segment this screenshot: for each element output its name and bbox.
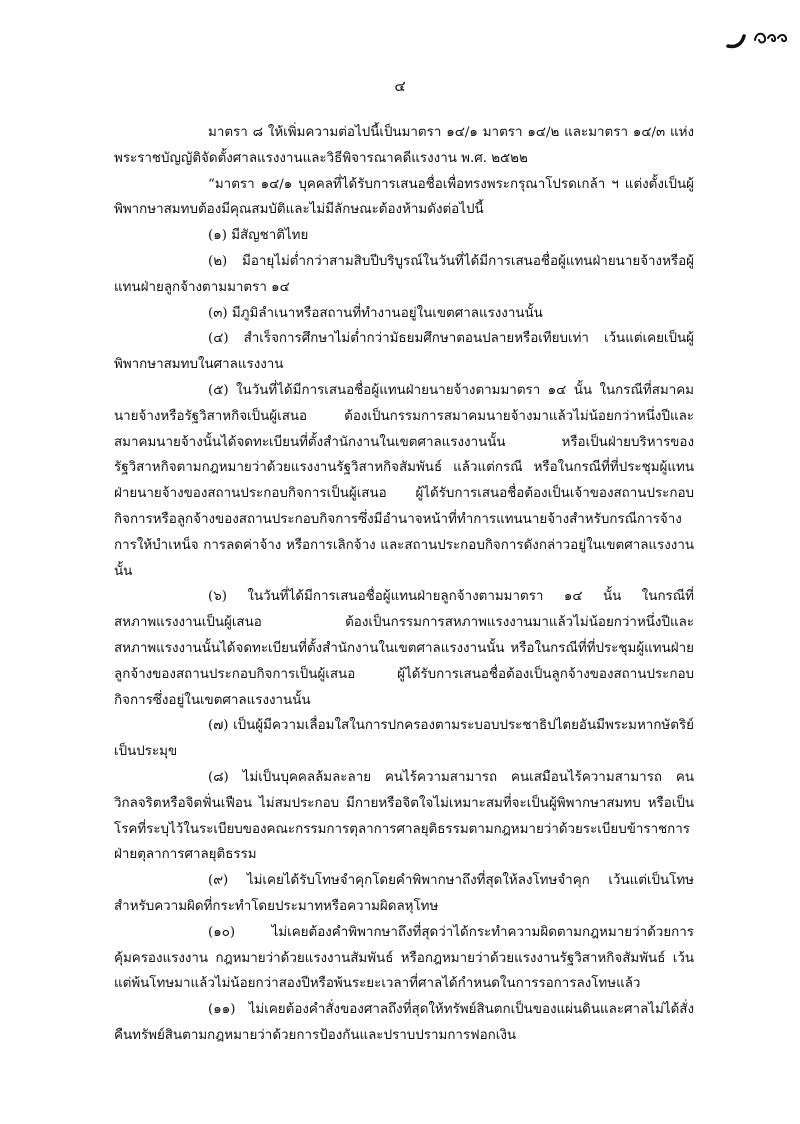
- paragraph-section-8: มาตรา ๘ ให้เพิ่มความต่อไปนี้เป็นมาตรา ๑๔/๑ มาตรา ๑๔/๒ และมาตรา ๑๔/๓ แห่งพระราชบัญญัติจัดตั้งศาลแรงงานและวิธีพิจารณาคดีแรงงาน พ.ศ. ๒๕๒๒: [114, 125, 694, 166]
- clause-1: (๑) มีสัญชาติไทย: [208, 228, 309, 244]
- body-text: [114, 120, 694, 1049]
- clause-5: (๕) ในวันที่ได้มีการเสนอชื่อผู้แทนฝ่ายนายจ้างตามมาตรา ๑๔ นั้น ในกรณีที่สมาคมนายจ้างหรือรัฐวิสาหกิจเป็นผู้เสนอ ต้องเป็นกรรมการสมาคมนายจ้างมาแล้วไม่น้อยกว่าหนึ่งปีและสมาคมนายจ้างนั้นได้จดทะเบียนที่ตั้งสำนักงานในเขตศาลแรงงานนั้น หรือเป็นฝ่ายบริหารของรัฐวิสาหกิจตามกฎหมายว่าด้วยแรงงานรัฐวิสาหกิจสัมพันธ์ แล้วแต่กรณี หรือในกรณีที่ที่ประชุมผู้แทนฝ่ายนายจ้างของสถานประกอบกิจการเป็นผู้เสนอ ผู้ได้รับการเสนอชื่อต้องเป็นเจ้าของสถานประกอบกิจการหรือลูกจ้างของสถานประกอบกิจการซึ่งมีอำนาจหน้าที่ทำการแทนนายจ้างสำหรับกรณีการจ้าง การให้บำเหน็จ การลดค่าจ้าง หรือการเลิกจ้าง และสถานประกอบกิจการดังกล่าวอยู่ในเขตศาลแรงงานนั้น: [114, 382, 694, 579]
- page-number: ๔: [394, 77, 406, 95]
- paragraph-section-14-1: “มาตรา ๑๔/๑ บุคคลที่ได้รับการเสนอชื่อเพื่อทรงพระกรุณาโปรดเกล้า ฯ แต่งตั้งเป็นผู้พิพากษาสมทบต้องมีคุณสมบัติและไม่มีลักษณะต้องห้ามดังต่อไปนี้: [114, 176, 694, 218]
- clause-11: (๑๑) ไม่เคยต้องคำสั่งของศาลถึงที่สุดให้ทรัพย์สินตกเป็นของแผ่นดินและศาลไม่ได้สั่งคืนทรัพย์สินตามกฎหมายว่าด้วยการป้องกันและปราบปรามการฟอกเงิน: [114, 1002, 694, 1043]
- clause-6: (๖) ในวันที่ได้มีการเสนอชื่อผู้แทนฝ่ายลูกจ้างตามมาตรา ๑๔ นั้น ในกรณีที่สหภาพแรงงานเป็นผู้เสนอ ต้องเป็นกรรมการสหภาพแรงงานมาแล้วไม่น้อยกว่าหนึ่งปีและสหภาพแรงงานนั้นได้จดทะเบียนที่ตั้งสำนักงานในเขตศาลแรงงานนั้น หรือในกรณีที่ที่ประชุมผู้แทนฝ่ายลูกจ้างของสถานประกอบกิจการเป็นผู้เสนอ ผู้ได้รับการเสนอชื่อต้องเป็นลูกจ้างของสถานประกอบกิจการซึ่งอยู่ในเขตศาลแรงงานนั้น: [114, 589, 694, 708]
- clause-4: (๔) สำเร็จการศึกษาไม่ต่ำกว่ามัธยมศึกษาตอนปลายหรือเทียบเท่า เว้นแต่เคยเป็นผู้พิพากษาสมทบในศาลแรงงาน: [114, 331, 694, 373]
- clause-8: (๘) ไม่เป็นบุคคลล้มละลาย คนไร้ความสามารถ คนเสมือนไร้ความสามารถ คนวิกลจริตหรือจิตฟั่นเฟือน ไม่สมประกอบ มีกายหรือจิตใจไม่เหมาะสมที่จะเป็นผู้พิพากษาสมทบ หรือเป็นโรคที่ระบุไว้ในระเบียบของคณะกรรมการตุลาการศาลยุติธรรมตามกฎหมายว่าด้วยระเบียบข้าราชการฝ่ายตุลาการศาลยุติธรรม: [114, 769, 694, 863]
- clause-3: (๓) มีภูมิลำเนาหรือสถานที่ทำงานอยู่ในเขตศาลแรงงานนั้น: [208, 305, 543, 321]
- clause-10: (๑๐) ไม่เคยต้องคำพิพากษาถึงที่สุดว่าได้กระทำความผิดตามกฎหมายว่าด้วยการคุ้มครองแรงงาน กฎหมายว่าด้วยแรงงานสัมพันธ์ หรือกฎหมายว่าด้วยแรงงานรัฐวิสาหกิจสัมพันธ์ เว้นแต่พ้นโทษมาแล้วไม่น้อยกว่าสองปีหรือพ้นระยะเวลาที่ศาลได้กำหนดในการรอการลงโทษแล้ว: [114, 924, 694, 992]
- clause-9: (๙) ไม่เคยได้รับโทษจำคุกโดยคำพิพากษาถึงที่สุดให้ลงโทษจำคุก เว้นแต่เป็นโทษสำหรับความผิดที่กระทำโดยประมาทหรือความผิดลหุโทษ: [114, 873, 694, 914]
- clause-2: (๒) มีอายุไม่ต่ำกว่าสามสิบปีบริบูรณ์ในวันที่ได้มีการเสนอชื่อผู้แทนฝ่ายนายจ้างหรือผู้แทนฝ่ายลูกจ้างตามมาตรา ๑๔: [114, 253, 694, 295]
- clause-7: (๗) เป็นผู้มีความเลื่อมใสในการปกครองตามระบอบประชาธิปไตยอันมีพระมหากษัตริย์เป็นประมุข: [114, 718, 694, 760]
- handwritten-mark: [722, 26, 794, 52]
